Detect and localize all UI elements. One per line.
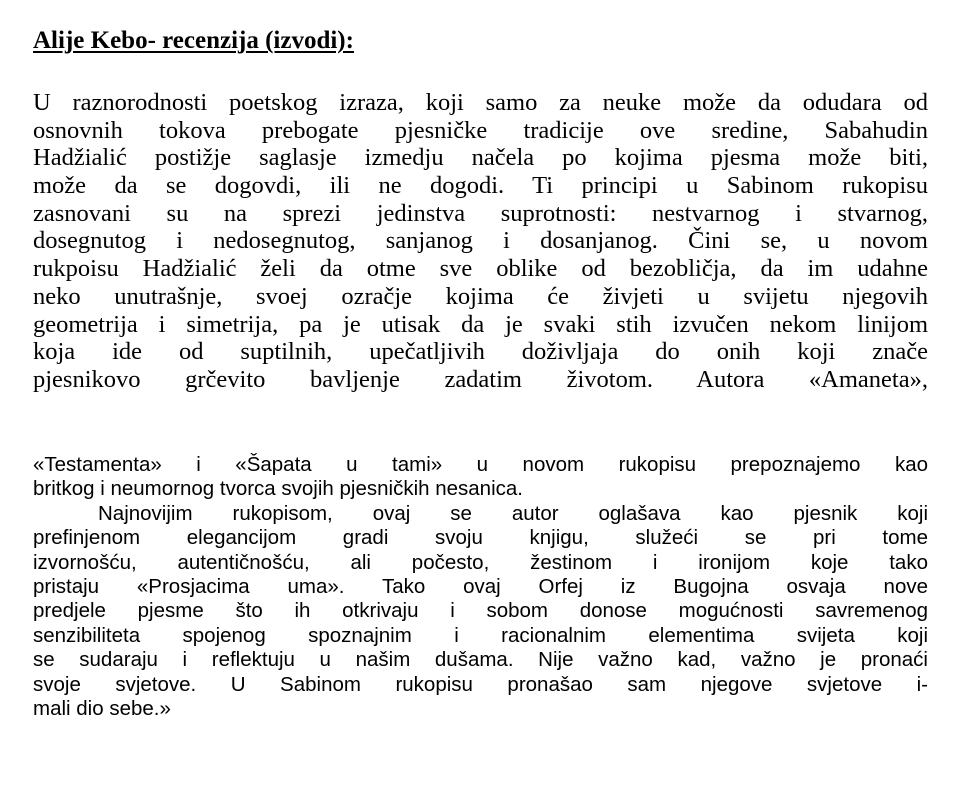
review-continuation bbox=[33, 453, 928, 721]
text-line: U raznorodnosti poetskog izraza, koji samo za neuke može da odudara od bbox=[33, 89, 928, 116]
review-paragraph-1 bbox=[33, 89, 928, 394]
text-line: zasnovani su na sprezi jedinstva suprotnosti: nestvarnog i stvarnog, bbox=[33, 199, 928, 227]
review-paragraph-3 bbox=[33, 502, 928, 722]
text-line: geometrija i simetrija, pa je utisak da je svaki stih izvučen nekom linijom bbox=[33, 310, 928, 338]
text-line: osnovnih tokova prebogate pjesničke tradicije ove sredine, Sabahudin bbox=[33, 116, 928, 144]
text-line: pjesnikovo grčevito bavljenje zadatim životom. Autora «Amaneta», bbox=[33, 365, 928, 393]
text-line: koja ide od suptilnih, upečatljivih doživljaja do onih koji znače bbox=[33, 338, 928, 366]
text-line: Najnovijim rukopisom, ovaj se autor oglašava kao pjesnik koji bbox=[98, 501, 928, 525]
text-line: senzibiliteta spojenog spoznajnim i racionalnim elementima svijeta koji bbox=[33, 623, 928, 647]
text-line: prefinjenom elegancijom gradi svoju knjigu, služeći se pri tome bbox=[33, 526, 928, 550]
text-line: britkog i neumornog tvorca svojih pjesničkih nesanica. bbox=[33, 477, 523, 501]
text-line: rukpoisu Hadžialić želi da otme sve oblike od bezobličja, da im udahne bbox=[33, 255, 928, 283]
document-heading: Alije Kebo- recenzija (izvodi): bbox=[33, 27, 354, 54]
text-line: «Testamenta» i «Šapata u tami» u novom rukopisu prepoznajemo kao bbox=[33, 453, 928, 476]
text-line: se sudaraju i reflektuju u našim dušama. Nije važno kad, važno je pronaći bbox=[33, 648, 928, 672]
text-line: može da se dogovdi, ili ne dogodi. Ti principi u Sabinom rukopisu bbox=[33, 172, 928, 200]
text-line: izvornošću, autentičnošću, ali počesto, žestinom i ironijom koje tako bbox=[33, 550, 928, 574]
text-line: svoje svjetove. U Sabinom rukopisu pronašao sam njegove svjetove i- bbox=[33, 672, 928, 696]
text-line: neko unutrašnje, svoej ozračje kojima će živjeti u svijetu njegovih bbox=[33, 282, 928, 310]
text-line: predjele pjesme što ih otkrivaju i sobom donose mogućnosti savremenog bbox=[33, 599, 928, 623]
text-line: dosegnutog i nedosegnutog, sanjanog i dosanjanog. Čini se, u novom bbox=[33, 227, 928, 255]
text-line: pristaju «Prosjacima uma». Tako ovaj Orfej iz Bugojna osvaja nove bbox=[33, 574, 928, 598]
review-paragraph-2 bbox=[33, 453, 928, 502]
text-line: Hadžialić postižje saglasje izmedju načela po kojima pjesma može biti, bbox=[33, 144, 928, 172]
text-line: mali dio sebe.» bbox=[33, 696, 171, 720]
